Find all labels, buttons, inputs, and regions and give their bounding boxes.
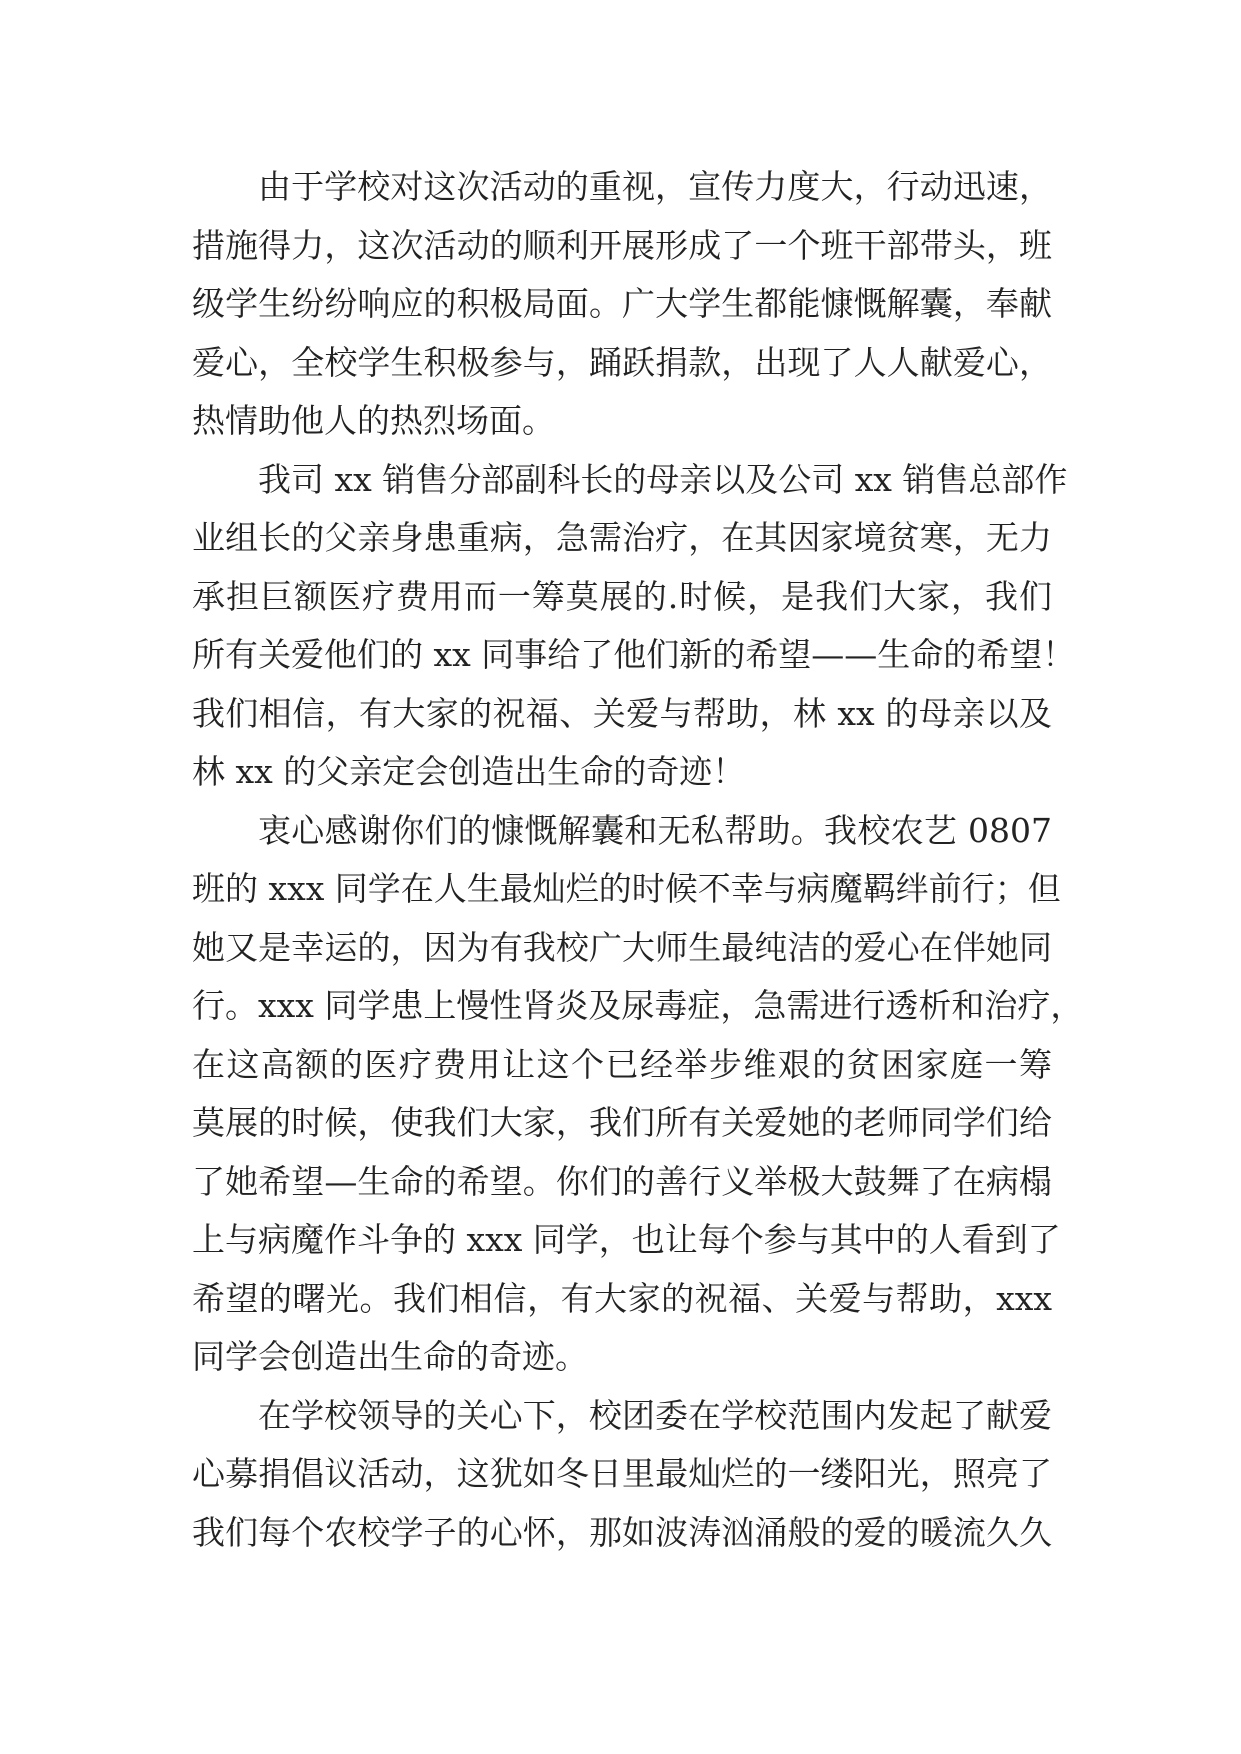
text-line: 行。xxx 同学患上慢性肾炎及尿毒症，急需进行透析和治疗， xyxy=(192,986,1084,1025)
paragraph-2 xyxy=(192,451,1076,802)
text-line: 希望的曙光。我们相信，有大家的祝福、关爱与帮助，xxx xyxy=(192,1278,1052,1318)
text-line: 上与病魔作斗争的 xxx 同学，也让每个参与其中的人看到了 xyxy=(192,1220,1061,1259)
text-line: 衷心感谢你们的慷慨解囊和无私帮助。我校农艺 0807 xyxy=(258,810,1052,850)
text-line: 措施得力，这次活动的顺利开展形成了一个班干部带头，班 xyxy=(192,225,1052,265)
text-line: 同学会创造出生命的奇迹。 xyxy=(192,1337,588,1376)
text-line: 爱心，全校学生积极参与，踊跃捐款，出现了人人献爱心， xyxy=(192,342,1052,382)
text-line: 班的 xxx 同学在人生最灿烂的时候不幸与病魔羁绊前行；但 xyxy=(192,869,1061,908)
paragraph-1 xyxy=(192,158,1052,451)
text-line: 在学校领导的关心下，校团委在学校范围内发起了献爱 xyxy=(258,1395,1052,1435)
text-line: 由于学校对这次活动的重视，宣传力度大，行动迅速， xyxy=(258,167,1052,206)
text-line: 林 xx 的父亲定会创造出生命的奇迹！ xyxy=(192,752,746,791)
paragraph-4 xyxy=(192,1387,1052,1563)
text-line: 级学生纷纷响应的积极局面。广大学生都能慷慨解囊，奉献 xyxy=(192,284,1052,323)
text-line: 心募捐倡议活动，这犹如冬日里最灿烂的一缕阳光，照亮了 xyxy=(192,1454,1052,1493)
paragraph-3 xyxy=(192,802,1084,1387)
text-line: 热情助他人的热烈场面。 xyxy=(192,401,555,440)
text-line: 莫展的时候，使我们大家，我们所有关爱她的老师同学们给 xyxy=(192,1103,1052,1142)
text-line: 了她希望—生命的希望。你们的善行义举极大鼓舞了在病榻 xyxy=(192,1161,1052,1201)
document-body xyxy=(192,158,1084,1562)
text-line: 我们相信，有大家的祝福、关爱与帮助，林 xx 的母亲以及 xyxy=(192,693,1052,733)
text-line: 业组长的父亲身患重病，急需治疗，在其因家境贫寒，无力 xyxy=(192,518,1052,557)
text-line: 我们每个农校学子的心怀，那如波涛汹涌般的爱的暖流久久 xyxy=(192,1512,1052,1552)
text-line: 承担巨额医疗费用而一筹莫展的.时候，是我们大家，我们 xyxy=(192,576,1052,616)
text-line: 我司 xx 销售分部副科长的母亲以及公司 xx 销售总部作 xyxy=(258,459,1068,499)
text-line: 她又是幸运的，因为有我校广大师生最纯洁的爱心在伴她同 xyxy=(192,927,1052,967)
text-line: 在这高额的医疗费用让这个已经举步维艰的贫困家庭一筹 xyxy=(192,1044,1052,1084)
text-line: 所有关爱他们的 xx 同事给了他们新的希望——生命的希望！ xyxy=(192,635,1076,674)
